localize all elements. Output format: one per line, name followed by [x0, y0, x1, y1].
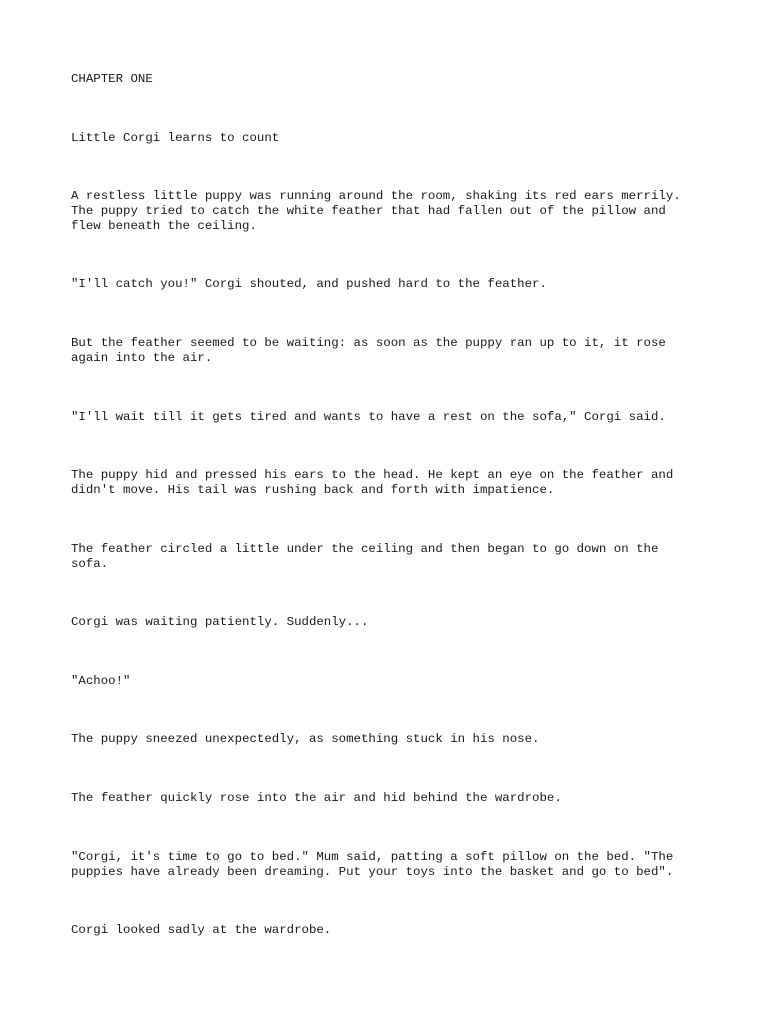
paragraph: Corgi was waiting patiently. Suddenly...	[71, 615, 369, 629]
paragraph: "Corgi, it's time to go to bed." Mum said, patting a soft pillow on the bed. "The puppies have already been dreaming. Put your toys into the basket and go to bed".	[71, 850, 674, 879]
chapter-title: Little Corgi learns to count	[71, 131, 280, 145]
paragraph: The feather quickly rose into the air and hid behind the wardrobe.	[71, 791, 562, 805]
paragraph: A restless little puppy was running around the room, shaking its red ears merrily. The puppy tried to catch the white feather that had fallen out of the pillow and flew beneath the ceiling.	[71, 189, 681, 233]
chapter-heading: CHAPTER ONE	[71, 72, 153, 86]
paragraph: The feather circled a little under the ceiling and then began to go down on the sofa.	[71, 542, 659, 571]
paragraph: But the feather seemed to be waiting: as soon as the puppy ran up to it, it rose again into the air.	[71, 336, 666, 365]
paragraph: The puppy sneezed unexpectedly, as something stuck in his nose.	[71, 732, 540, 746]
paragraph: "I'll wait till it gets tired and wants to have a rest on the sofa," Corgi said.	[71, 410, 666, 424]
paragraph: The puppy hid and pressed his ears to the head. He kept an eye on the feather and didn't move. His tail was rushing back and forth with impatience.	[71, 468, 674, 497]
paragraph: "I'll catch you!" Corgi shouted, and pushed hard to the feather.	[71, 277, 547, 291]
paragraph: Corgi looked sadly at the wardrobe.	[71, 923, 332, 937]
paragraph: "Achoo!"	[71, 674, 131, 688]
